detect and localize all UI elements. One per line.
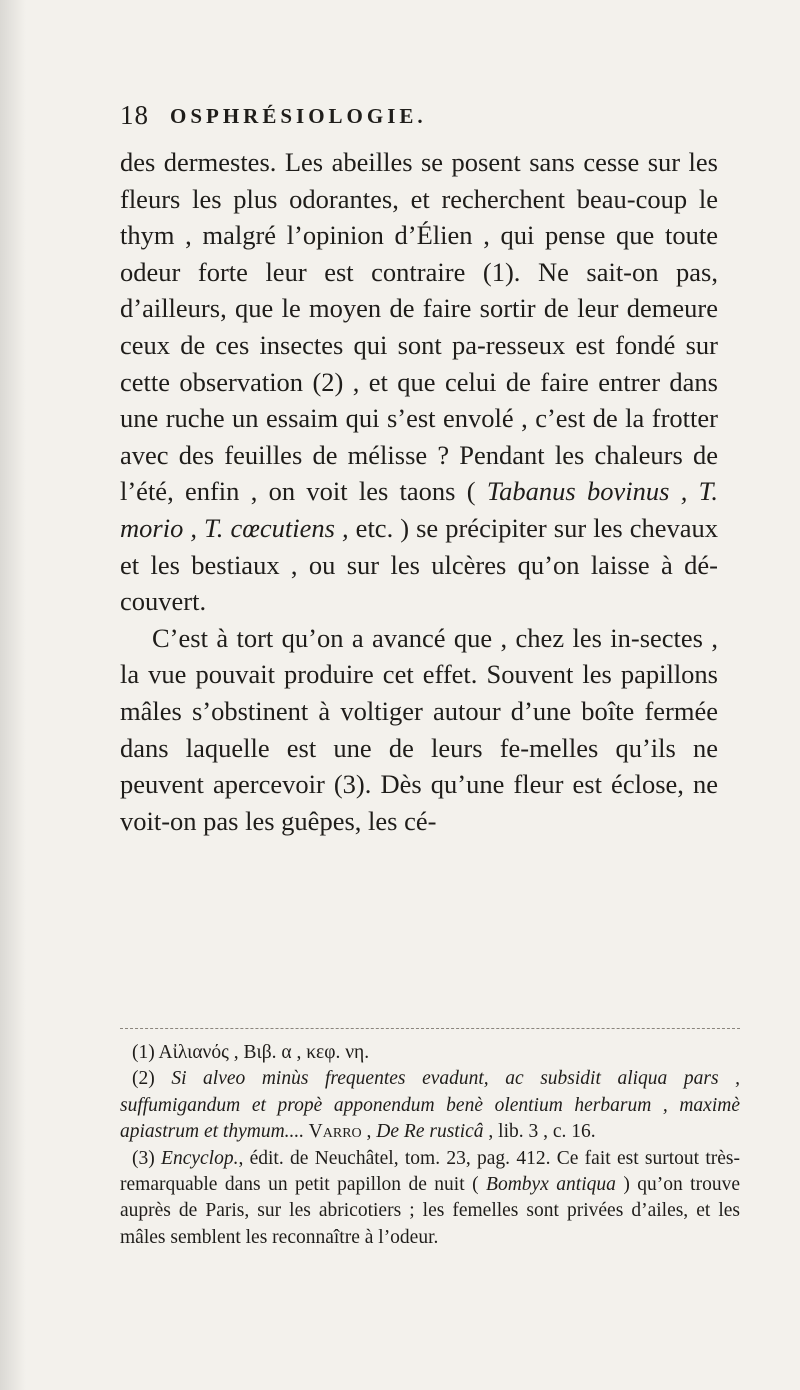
footnotes [120, 1040, 740, 1251]
running-head [120, 100, 740, 136]
footnote-3-number: (3) [132, 1147, 162, 1169]
footnote-3-species-name: Bombyx antiqua [486, 1174, 616, 1196]
main-text [120, 144, 718, 839]
footnote-3 [120, 1146, 740, 1252]
footnote-1: (1) Αἰλιανός , Βιβ. α , κεφ. νη. [132, 1042, 370, 1063]
footnote-3-text-a: , édit. de Neuchâtel, tom. 23, pag. 412. Ce fait est surtout très-remarquable dans un petit papillon de nuit ( [120, 1147, 740, 1196]
footnote-2-reference: , lib. 3 , c. 16. [483, 1121, 596, 1143]
footnote-3-text-b: ) qu’on trouve auprès de Paris, sur les abricotiers ; les femelles sont privées d’ailes, et les mâles semblent les reconnaître à l’odeur. [120, 1174, 741, 1248]
paragraph-1 [120, 144, 718, 620]
footnote-2-author: Varro [304, 1121, 362, 1143]
running-title: OSPHRÉSIOLOGIE. [170, 104, 427, 128]
page-number: 18 [120, 100, 149, 130]
footnote-2 [120, 1066, 740, 1145]
tabanus-species-names: Tabanus bovinus , T. morio , T. cœcutiens , [120, 476, 718, 543]
binding-shadow [0, 0, 26, 1390]
paragraph-1-text-b: etc. ) se précipiter sur les chevaux et les bestiaux , ou sur les ulcères qu’on laisse à dé-couvert. [120, 512, 718, 617]
paragraph-2: C’est à tort qu’on a avancé que , chez les in-sectes , la vue pouvait produire cet effet. Souvent les papillons mâles s’obstinent à voltiger autour d’une boîte fermée dans laquelle est une de leurs fe-melles qu’ils ne peuvent apercevoir (3). Dès qu’une fleur est éclose, ne voit-on pas les guêpes, les cé- [120, 622, 718, 836]
footnote-2-work-title: De Re rusticâ [376, 1121, 484, 1143]
footnote-2-separator: , [361, 1121, 377, 1143]
footnote-2-latin-quote: Si alveo minùs frequentes evadunt, ac subsidit aliqua pars , suffumigandum et propè apponendum benè olentium herbarum , maximè apiastrum et thymum.... [120, 1068, 740, 1143]
footnote-rule [120, 1028, 740, 1029]
paragraph-1-text-a: des dermestes. Les abeilles se posent sans cesse sur les fleurs les plus odorantes, et recherchent beau-coup le thym , malgré l’opinion d’Élien , qui pense que toute odeur forte leur est contraire (1). Ne sait-on pas, d’ailleurs, que le moyen de faire sortir de leur demeure ceux de ces insectes qui sont pa-resseux est fondé sur cette observation (2) , et que celui de faire entrer dans une ruche un essaim qui s’est envolé , c’est de la frotter avec des feuilles de mélisse ? Pendant les chaleurs de l’été, enfin , on voit les taons ( [120, 147, 718, 507]
footnote-3-work-title: Encyclop. [161, 1147, 239, 1169]
footnote-2-number: (2) [132, 1068, 172, 1090]
